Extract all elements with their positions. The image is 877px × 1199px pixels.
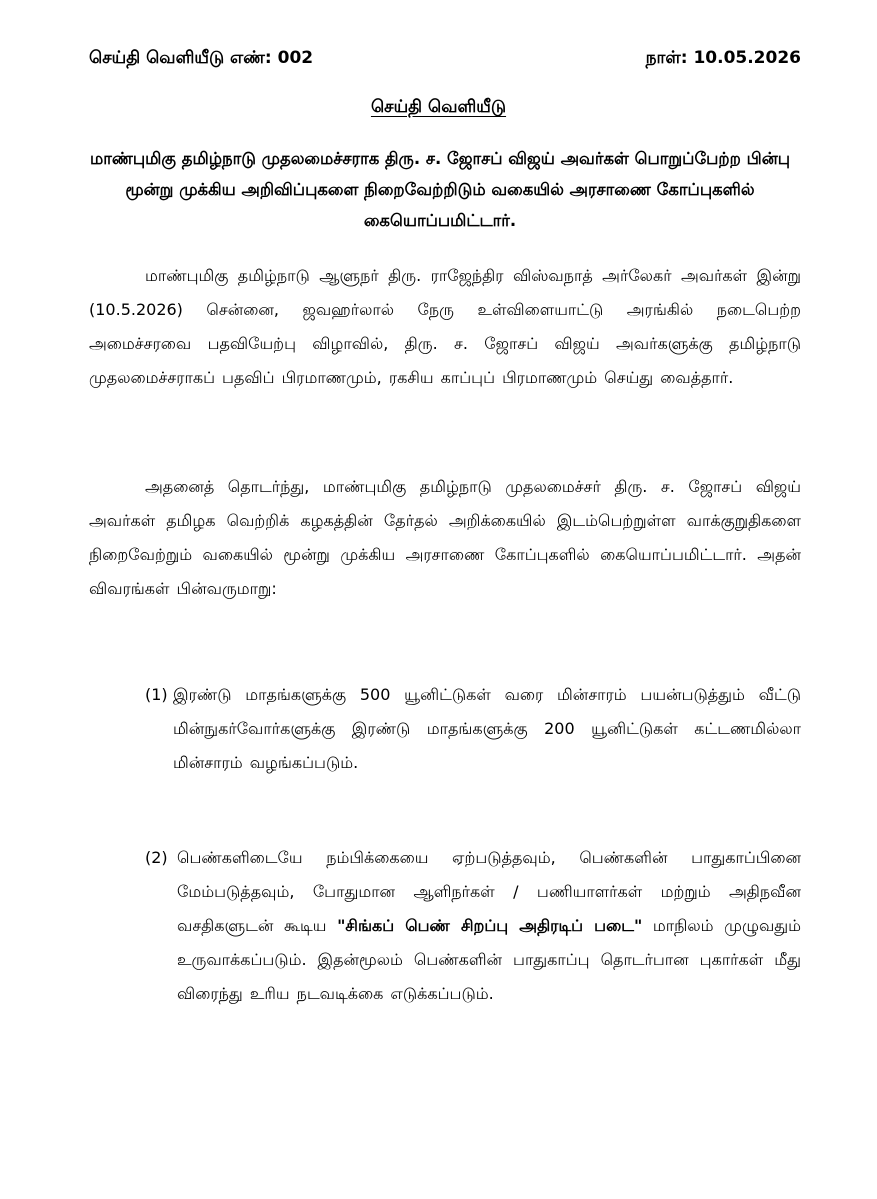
document-title: [0, 94, 877, 120]
list-item-text: [177, 841, 801, 1011]
list-item-text-after: மாநிலம் முழுவதும் உருவாக்கப்படும். இதன்மூலம் பெண்களின் பாதுகாப்பு தொடர்பான புகார்கள் மீது விரைந்து உரிய நடவடிக்கை எடுக்கப்படும்.: [177, 916, 802, 1003]
list-item-women-safety-force: [145, 841, 801, 1011]
force-name-quote: "சிங்கப் பெண் சிறப்பு அதிரடிப் படை": [337, 916, 643, 935]
list-item-text: இரண்டு மாதங்களுக்கு 500 யூனிட்டுகள் வரை மின்சாரம் பயன்படுத்தும் வீட்டு மின்நுகர்வோர்களுக்கு இரண்டு மாதங்களுக்கு 200 யூனிட்டுகள் கட்டணமில்லா மின்சாரம் வழங்கப்படும்.: [173, 685, 801, 772]
list-item-number: (1): [145, 685, 168, 704]
subject-heading: மாண்புமிகு தமிழ்நாடு முதலமைச்சராக திரு. ச. ஜோசப் விஜய் அவர்கள் பொறுப்பேற்ற பின்பு மூன்று முக்கிய அறிவிப்புகளை நிறைவேற்றிடும் வகையில் அரசாணை கோப்புகளில் கையொப்பமிட்டார்.: [90, 149, 790, 230]
list-item-text-before: பெண்களிடையே நம்பிக்கையை ஏற்படுத்தவும், பெண்களின் பாதுகாப்பினை மேம்படுத்தவும், போதுமான ஆளிநர்கள் / பணியாளர்கள் மற்றும் அதிநவீன வசதிகளுடன் கூடிய: [177, 848, 801, 935]
release-date: நாள்: 10.05.2026: [645, 48, 801, 68]
list-item-number: (2): [145, 848, 168, 867]
release-number: செய்தி வெளியீடு எண்: 002: [89, 48, 314, 68]
document-title-text: செய்தி வெளியீடு: [370, 97, 507, 117]
list-item-free-electricity: [145, 678, 801, 780]
header-row: [89, 46, 801, 70]
paragraph-orders-signed: அதனைத் தொடர்ந்து, மாண்புமிகு தமிழ்நாடு முதலமைச்சர் திரு. ச. ஜோசப் விஜய் அவர்கள் தமிழக வெற்றிக் கழகத்தின் தேர்தல் அறிக்கையில் இடம்பெற்றுள்ள வாக்குறுதிகளை நிறைவேற்றும் வகையில் மூன்று முக்கிய அரசாணை கோப்புகளில் கையொப்பமிட்டார். அதன் விவரங்கள் பின்வருமாறு:: [89, 477, 801, 598]
paragraph-swearing-in: மாண்புமிகு தமிழ்நாடு ஆளுநர் திரு. ராஜேந்திர விஸ்வநாத் அர்லேகர் அவர்கள் இன்று (10.5.2026) சென்னை, ஜவஹர்லால் நேரு உள்விளையாட்டு அரங்கில் நடைபெற்ற அமைச்சரவை பதவியேற்பு விழாவில், திரு. ச. ஜோசப் விஜய் அவர்களுக்கு தமிழ்நாடு முதலமைச்சராகப் பதவிப் பிரமாணமும், ரகசிய காப்புப் பிரமாணமும் செய்து வைத்தார்.: [89, 266, 801, 387]
